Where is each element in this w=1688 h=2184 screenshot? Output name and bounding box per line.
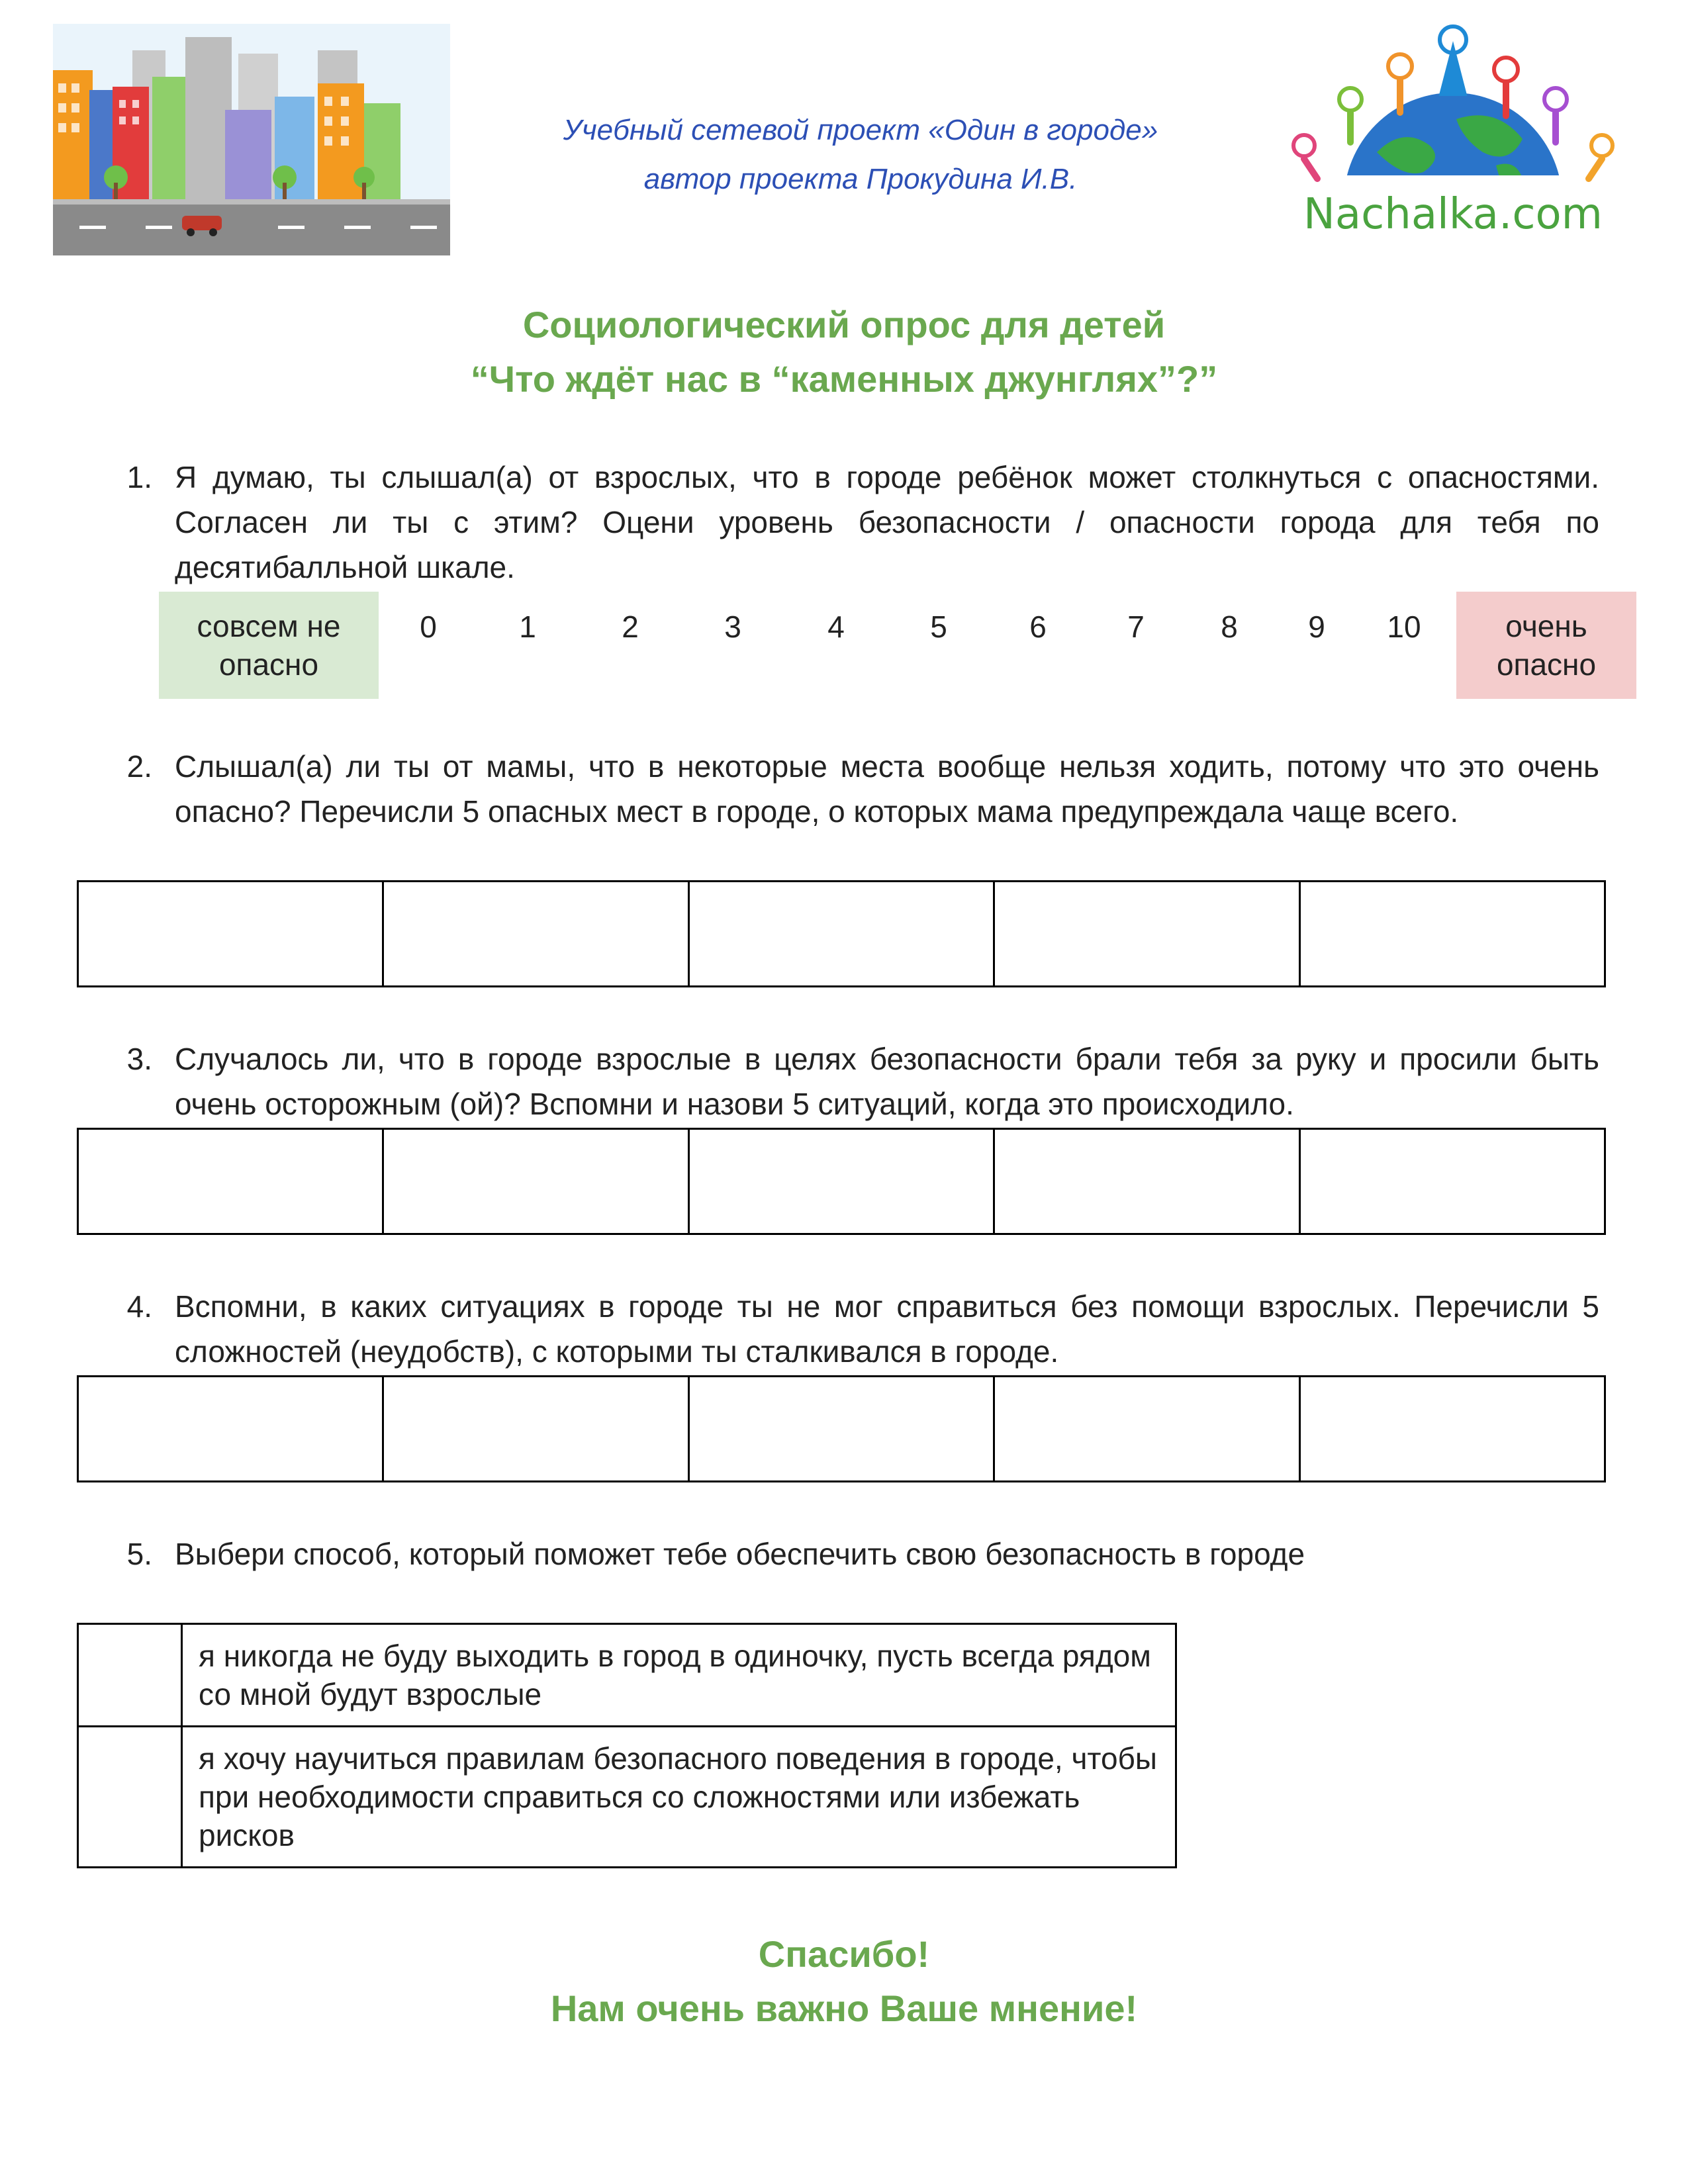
choice-option-1: я никогда не буду выходить в город в одиночку, пусть всегда рядом со мной будут взрослые <box>199 1639 1151 1711</box>
answer-cell[interactable] <box>1301 1130 1604 1233</box>
answer-row-q2 <box>77 880 1606 987</box>
answer-cell[interactable] <box>995 882 1300 985</box>
question-3-text: Случалось ли, что в городе взрослые в целях безопасности брали тебя за руку и просили быть очень осторожным (ой)? Вспомни и назови 5 ситуаций, когда это происходило. <box>175 1042 1599 1121</box>
scale-value-7[interactable]: 7 <box>1127 610 1145 644</box>
question-3-number: 3. <box>126 1042 152 1076</box>
answer-cell[interactable] <box>384 1130 689 1233</box>
project-author: автор проекта Прокудина И.В. <box>643 163 1078 195</box>
city-illustration <box>53 24 450 255</box>
question-4-text: Вспомни, в каких ситуациях в городе ты не мог справиться без помощи взрослых. Перечисли 5 сложностей (неудобств), с которыми ты сталкивался в городе. <box>175 1289 1599 1369</box>
answer-cell[interactable] <box>690 882 995 985</box>
title-line-2: “Что ждёт нас в “каменных джунглях”?” <box>470 358 1218 400</box>
project-title: Учебный сетевой проект «Один в городе» <box>563 114 1158 146</box>
answer-cell[interactable] <box>384 1377 689 1480</box>
answer-row-q4 <box>77 1375 1606 1482</box>
answer-cell[interactable] <box>384 882 689 985</box>
scale-value-10[interactable]: 10 <box>1387 610 1421 644</box>
question-5-number: 5. <box>126 1537 152 1571</box>
choice-checkbox[interactable] <box>79 1727 183 1866</box>
scale-high-label <box>1456 592 1636 699</box>
answer-cell[interactable] <box>1301 1377 1604 1480</box>
answer-cell[interactable] <box>79 1130 384 1233</box>
title-line-1: Социологический опрос для детей <box>522 304 1166 345</box>
scale-value-0[interactable]: 0 <box>420 610 437 644</box>
answer-cell[interactable] <box>690 1130 995 1233</box>
thanks-line-2: Нам очень важно Ваше мнение! <box>550 1987 1138 2029</box>
scale-value-9[interactable]: 9 <box>1308 610 1325 644</box>
scale-low-label <box>159 592 379 699</box>
scale-value-5[interactable]: 5 <box>930 610 947 644</box>
question-5-text: Выбери способ, который поможет тебе обеспечить свою безопасность в городе <box>175 1537 1305 1571</box>
question-2-number: 2. <box>126 749 152 784</box>
survey-title <box>199 298 1489 406</box>
answer-row-q3 <box>77 1128 1606 1235</box>
answer-cell[interactable] <box>79 882 384 985</box>
choice-row <box>79 1727 1175 1866</box>
scale-low-text: совсем не опасно <box>197 609 341 682</box>
scale-value-2[interactable]: 2 <box>622 610 639 644</box>
scale-high-text: очень опасно <box>1496 609 1597 682</box>
answer-cell[interactable] <box>995 1377 1300 1480</box>
scale-value-1[interactable]: 1 <box>519 610 536 644</box>
choice-row <box>79 1625 1175 1727</box>
scale-value-6[interactable]: 6 <box>1029 610 1047 644</box>
choice-option-2: я хочу научиться правилам безопасного поведения в городе, чтобы при необходимости справиться со сложностями или избежать рисков <box>199 1741 1157 1852</box>
thanks-line-1: Спасибо! <box>758 1933 930 1975</box>
answer-cell[interactable] <box>690 1377 995 1480</box>
answer-cell[interactable] <box>1301 882 1604 985</box>
logo-text: Nachalka.com <box>1303 190 1603 239</box>
answer-cell[interactable] <box>995 1130 1300 1233</box>
scale-value-3[interactable]: 3 <box>724 610 741 644</box>
question-4-number: 4. <box>126 1289 152 1324</box>
scale-value-8[interactable]: 8 <box>1221 610 1238 644</box>
answer-cell[interactable] <box>79 1377 384 1480</box>
question-2-text: Слышал(а) ли ты от мамы, что в некоторые места вообще нельзя ходить, потому что это очень опасно? Перечисли 5 опасных мест в городе, о которых мама предупреждала чаще всего. <box>175 749 1599 829</box>
choice-checkbox[interactable] <box>79 1625 183 1725</box>
nachalka-logo <box>1278 20 1628 245</box>
question-1-number: 1. <box>126 460 152 494</box>
thanks-message <box>199 1927 1489 2036</box>
scale-value-4[interactable]: 4 <box>827 610 845 644</box>
project-header <box>463 106 1258 204</box>
question-1-text: Я думаю, ты слышал(а) от взрослых, что в городе ребёнок может столкнуться с опасностями. Согласен ли ты с этим? Оцени уровень безопасности / опасности города для тебя по десятибалльной шкале. <box>175 460 1599 584</box>
choice-table <box>77 1623 1177 1868</box>
